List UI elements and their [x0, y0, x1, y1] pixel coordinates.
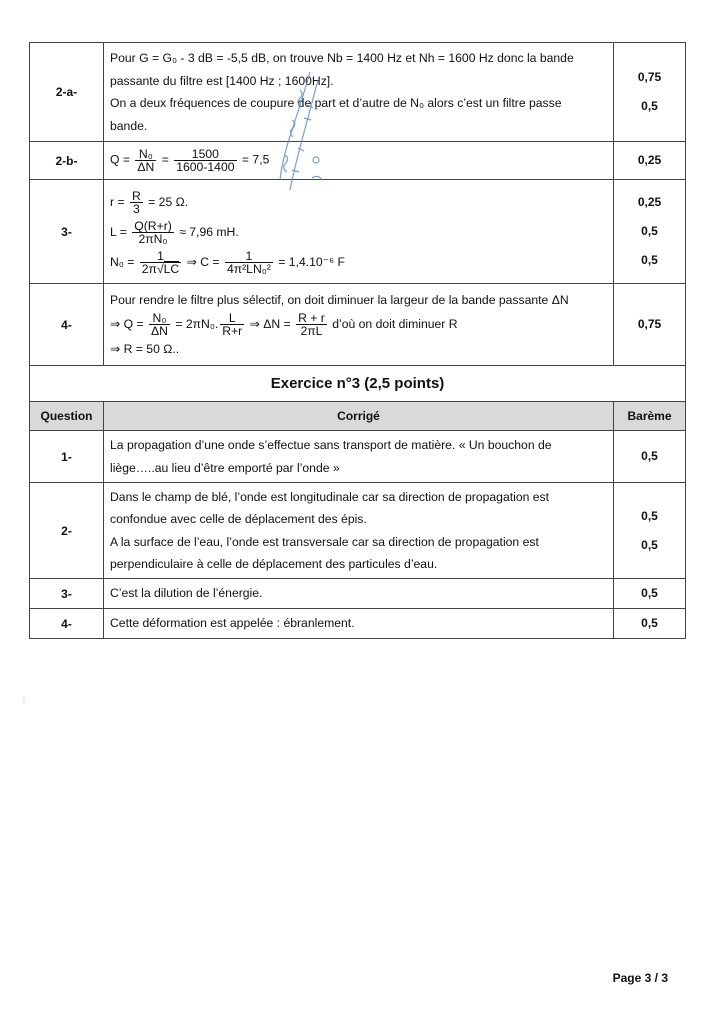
answer-cell: Pour G = G₀ - 3 dB = -5,5 dB, on trouve Nb = 1400 Hz et Nh = 1600 Hz donc la bande passante du filtre est [1400 Hz ; 1600Hz]. On a deux fréquences de coupure de part et d’autre de N₀ alors c’est un filtre passe bande.	[104, 43, 614, 142]
score-cell: 0,5	[614, 609, 686, 639]
page-number: Page 3 / 3	[612, 971, 668, 985]
header-score: Barème	[614, 402, 686, 431]
table-row	[30, 43, 686, 142]
answer-cell: Q = $\frac{\text{N₀}}{\Delta N}$ = $\frac{1500}{1600-1400}$ = 7,5	[104, 142, 614, 180]
score-cell: 0,5	[614, 579, 686, 609]
question-number: 2-	[30, 483, 104, 579]
exercise-title-row	[30, 366, 686, 402]
fraction: $\frac{\text{N₀}}{\Delta N}$	[137, 147, 155, 174]
score-cell: 0,25	[614, 142, 686, 180]
question-number: 4-	[30, 284, 104, 366]
answer-cell: Cette déformation est appelée : ébranlement.	[104, 609, 614, 639]
question-number: 1-	[30, 431, 104, 483]
header-question: Question	[30, 402, 104, 431]
question-number: 3-	[30, 180, 104, 284]
question-number: 2-a-	[30, 43, 104, 142]
exercise-title: Exercice n°3 (2,5 points)	[30, 366, 686, 402]
correction-table	[29, 42, 686, 639]
score-cell: 0,75	[614, 284, 686, 366]
answer-cell: r = $\frac{R}{3}$ = 25 Ω. L = $\frac{Q(R+r)}{\text{2πN₀}}$ ≈ 7,96 mH. N₀ = $\frac{1}{2\pi√LC}$ ⇒ C = $\frac{1}{\text{4π²LN₀²}}$ = 1,4.10⁻⁶ F	[104, 180, 614, 284]
scan-mark: ⋮	[20, 695, 28, 704]
table-row	[30, 180, 686, 284]
answer-cell: Pour rendre le filtre plus sélectif, on doit diminuer la largeur de la bande passante ΔN ⇒ Q = $\frac{\text{N₀}}{\Delta N}$ = 2πN₀. $\frac{L}{R+r}$ ⇒ ΔN = $\frac{R + r}{2\pi L}$ d’où on doit diminuer R ⇒ R = 50 Ω..	[104, 284, 614, 366]
score-cell: 0,5	[614, 431, 686, 483]
question-number: 2-b-	[30, 142, 104, 180]
answer-cell: Dans le champ de blé, l’onde est longitudinale car sa direction de propagation est confondue avec celle de déplacement des épis. A la surface de l’eau, l’onde est transversale car sa direction de propagation est perpendiculaire à celle de déplacement des particules d’eau.	[104, 483, 614, 579]
table-row	[30, 609, 686, 639]
table-header-row	[30, 402, 686, 431]
fraction: $\frac{1500}{1600-1400}$	[176, 147, 235, 174]
table-row	[30, 579, 686, 609]
score-cell: 0,75 0,5	[614, 43, 686, 142]
header-answer: Corrigé	[104, 402, 614, 431]
table-row	[30, 284, 686, 366]
score-cell: 0,25 0,5 0,5	[614, 180, 686, 284]
table-row	[30, 431, 686, 483]
answer-cell: La propagation d’une onde s’effectue sans transport de matière. « Un bouchon de liège…..au lieu d’être emporté par l’onde »	[104, 431, 614, 483]
question-number: 4-	[30, 609, 104, 639]
score-cell: 0,5 0,5	[614, 483, 686, 579]
table-row	[30, 142, 686, 180]
answer-cell: C’est la dilution de l’énergie.	[104, 579, 614, 609]
question-number: 3-	[30, 579, 104, 609]
table-row	[30, 483, 686, 579]
